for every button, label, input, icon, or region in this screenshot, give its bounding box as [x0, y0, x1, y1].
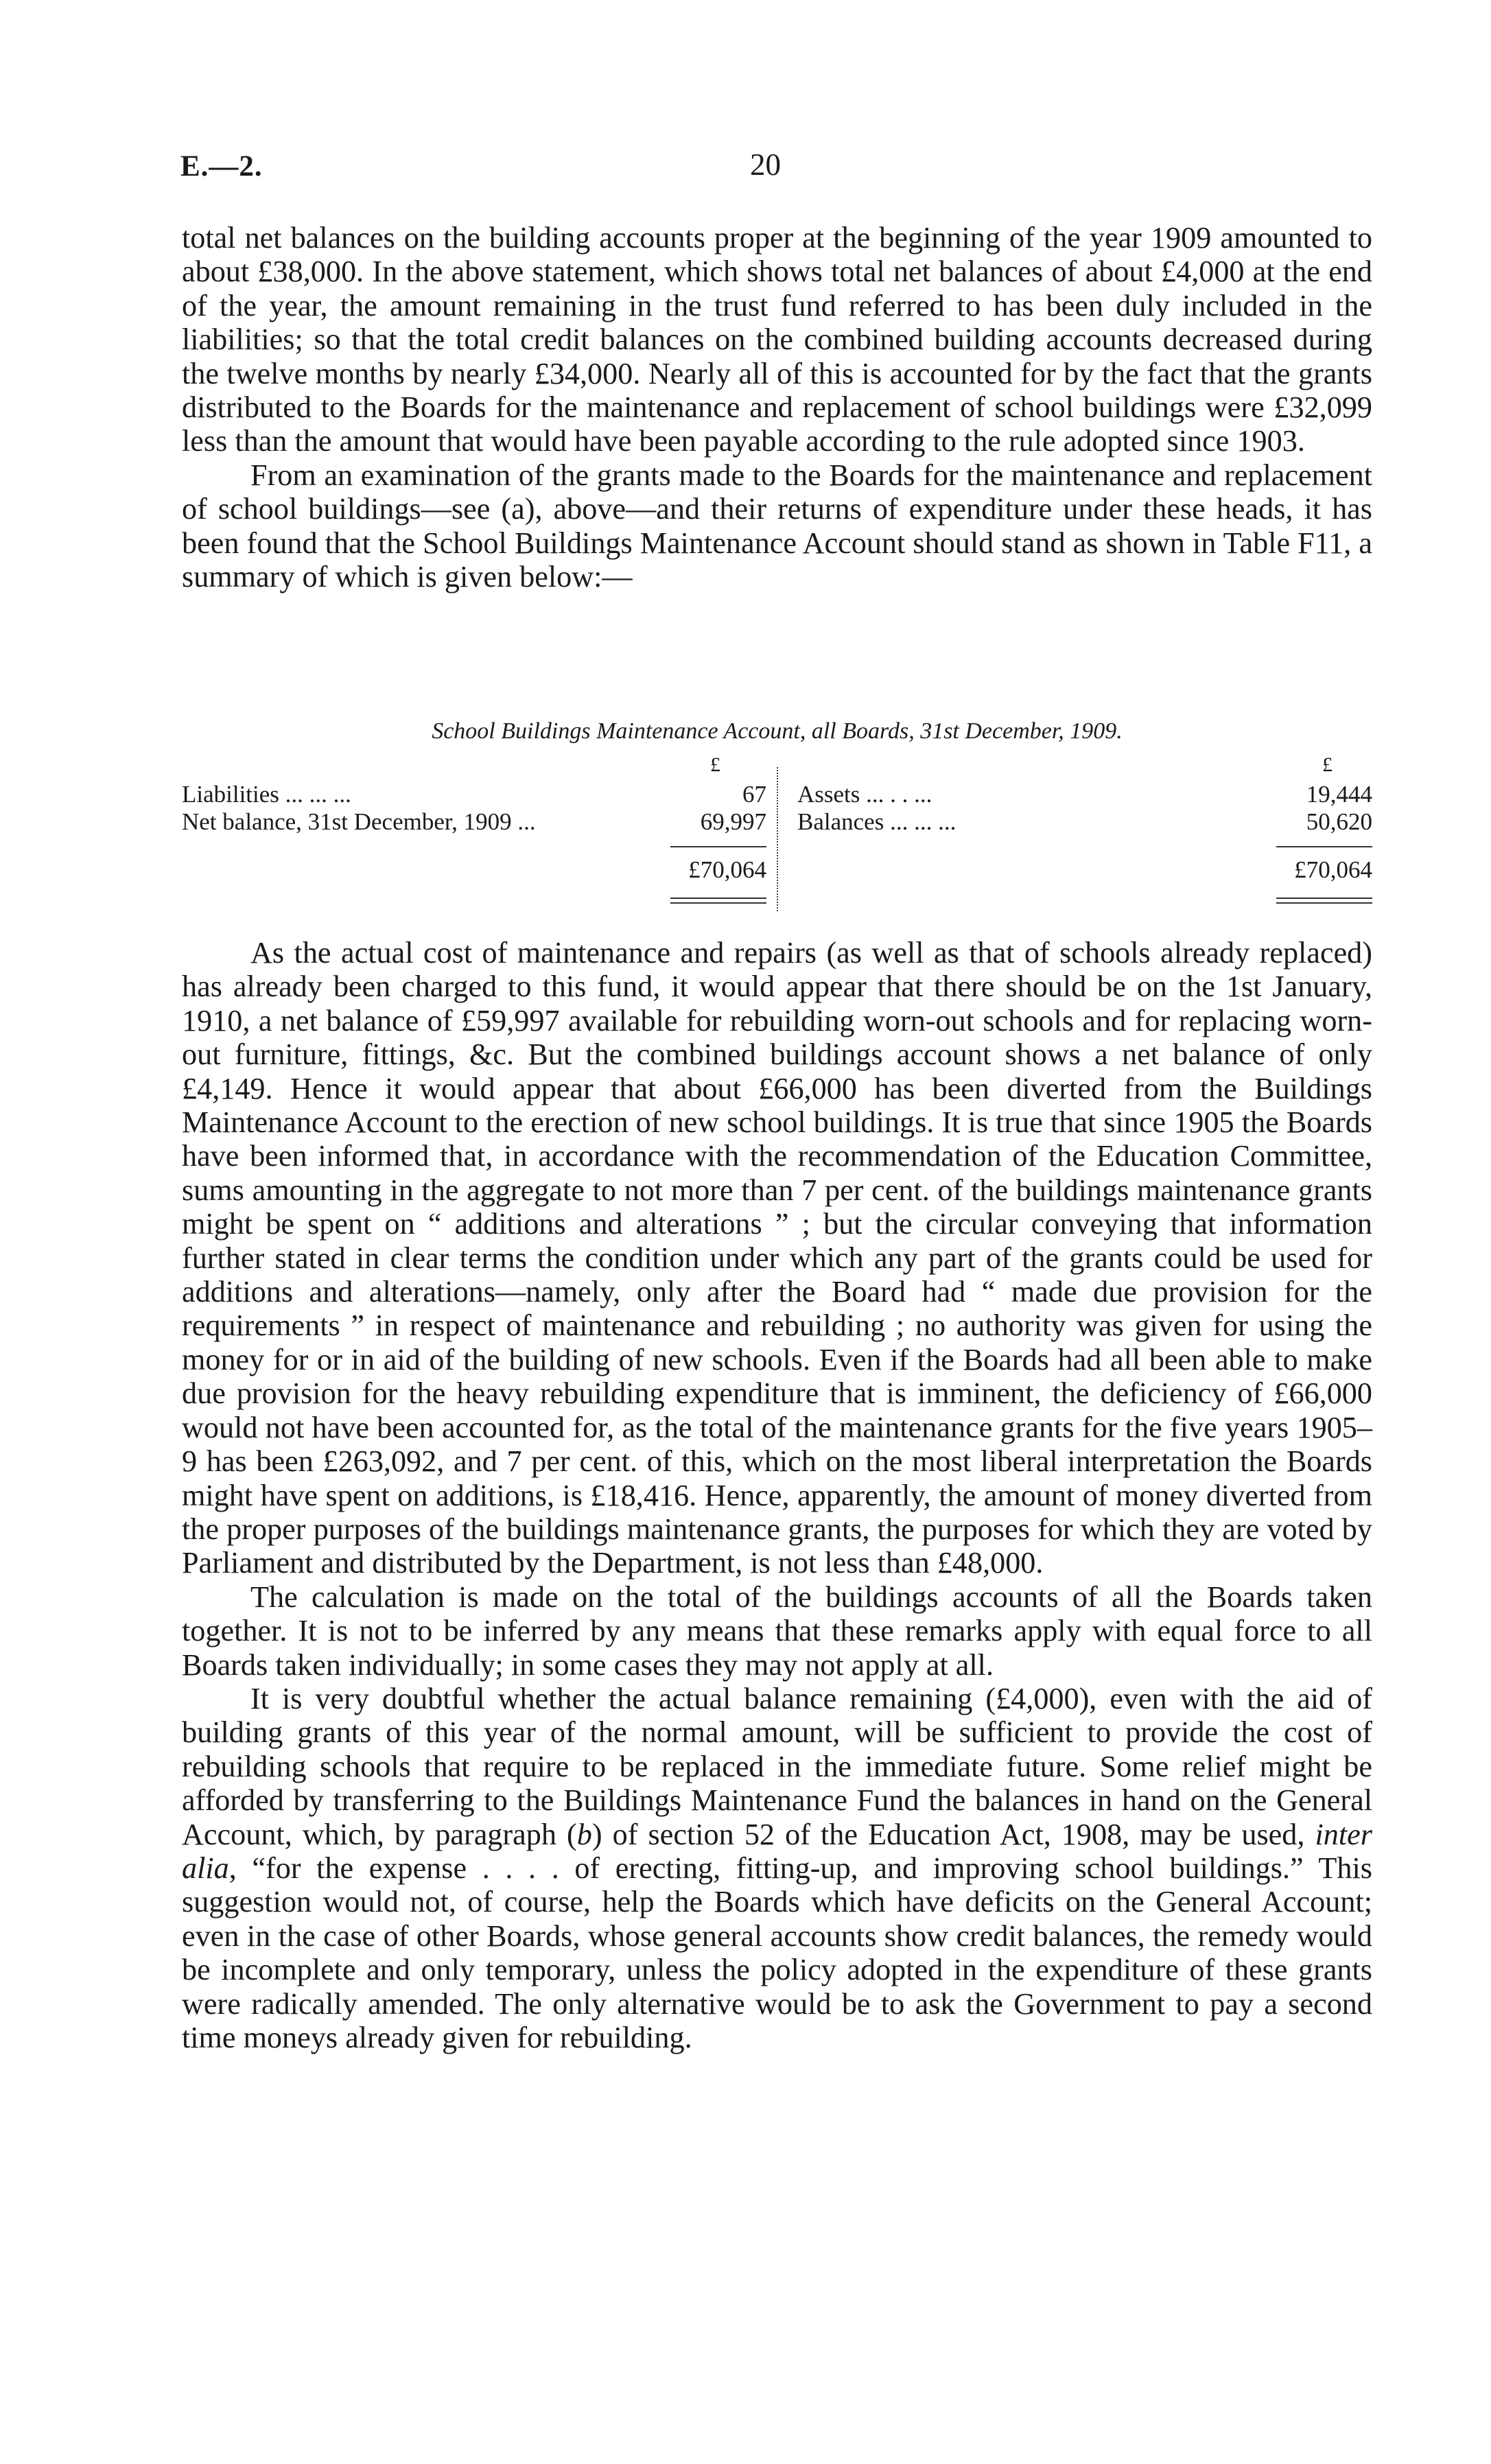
subtotal-rule-left [670, 846, 766, 847]
paragraph-5-part-3: , “for the expense . . . . of erecting, fitting-up, and improving school buildings.” This suggestion would not, of course, help the Boards which have deficits on the General Account; even in the case of other Boards, whose general accounts show credit balances, the remedy would be incomplete and only temporary, unless the policy adopted in the expenditure of these grants were radically amended. The only alternative would be to ask the Government to pay a second time moneys already given for rebuilding. [182, 1851, 1372, 2054]
paragraph-5-letter-b: b [576, 1817, 592, 1851]
paragraph-5 [182, 1682, 1372, 2054]
currency-symbol-left: £ [710, 753, 720, 776]
balances-label: Balances ... ... ... [797, 808, 956, 835]
liabilities-value: 67 [742, 781, 766, 808]
paragraph-5-part-2: ) of section 52 of the Education Act, 1908, may be used, [591, 1817, 1315, 1851]
total-double-rule-right [1276, 897, 1372, 904]
total-right: £70,064 [1294, 856, 1372, 883]
paragraph-4: The calculation is made on the total of the buildings accounts of all the Boards taken together. It is not to be inferred by any means that these remarks apply with equal force to all Boards taken individually; in some cases they may not apply at all. [182, 1580, 1372, 1682]
paragraph-2: From an examination of the grants made to the Boards for the maintenance and replacement of school buildings—see (a), above—and their returns of expenditure under these heads, it has been found that the School Buildings Maintenance Account should stand as shown in Table F11, a summary of which is given below:— [182, 458, 1372, 594]
assets-value: 19,444 [1306, 781, 1372, 808]
total-double-rule-left [670, 897, 766, 904]
paragraph-3: As the actual cost of maintenance and repairs (as well as that of schools already replaced) has already been charged to this fund, it would appear that there should be on the 1st January, 1910, a net balance of £59,997 available for rebuilding worn-out schools and for replacing worn-out furniture, fittings, &c. But the combined buildings account shows a net balance of only £4,149. Hence it would appear that about £66,000 has been diverted from the Buildings Maintenance Account to the erection of new school buildings. It is true that since 1905 the Boards have been informed that, in accordance with the recommendation of the Education Committee, sums amounting in the aggregate to not more than 7 per cent. of the buildings maintenance grants might be spent on “ additions and alterations ” ; but the circular conveying that information further stated in clear terms the condition under which any part of the grants could be used for additions and alterations—namely, only after the Board had “ made due provision for the requirements ” in respect of maintenance and rebuilding ; no authority was given for using the money for or in aid of the building of new schools. Even if the Boards had all been able to make due provision for the heavy rebuilding expenditure that is imminent, the deficiency of £66,000 would not have been accounted for, as the total of the maintenance grants for the five years 1905–9 has been £263,092, and 7 per cent. of this, which on the most liberal interpretation the Boards might have spent on additions, is £18,416. Hence, apparently, the amount of money diverted from the proper purposes of the buildings maintenance grants, the purposes for which they are voted by Parliament and distributed by the Department, is not less than £48,000. [182, 936, 1372, 1580]
account-caption: School Buildings Maintenance Account, all Boards, 31st December, 1909. [432, 718, 1123, 744]
text-block-upper [182, 221, 1372, 594]
currency-symbol-right: £ [1322, 753, 1332, 776]
paragraph-5-part-1: It is very doubtful whether the actual balance remaining (£4,000), even with the aid of building grants of this year of the normal amount, will be sufficient to provide the cost of rebuilding schools that require to be replaced in the immediate future. Some relief might be afforded by transferring to the Buildings Maintenance Fund the balances in hand on the General Account, which, by paragraph ( [182, 1681, 1372, 1851]
balances-value: 50,620 [1306, 808, 1372, 835]
page-number: 20 [750, 148, 781, 182]
document-reference: E.—2. [180, 150, 263, 183]
subtotal-rule-right [1276, 846, 1372, 847]
total-left: £70,064 [688, 856, 766, 883]
paragraph-1: total net balances on the building accounts proper at the beginning of the year 1909 amounted to about £38,000. In the above statement, which shows total net balances of about £4,000 at the end of the year, the amount remaining in the trust fund referred to has been duly included in the liabilities; so that the total credit balances on the combined building accounts decreased during the twelve months by nearly £34,000. Nearly all of this is accounted for by the fact that the grants distributed to the Boards for the maintenance and replacement of school buildings were £32,099 less than the amount that would have been payable according to the rule adopted since 1903. [182, 221, 1372, 458]
text-block-lower [182, 936, 1372, 2054]
paragraph-5-inter-alia: inter alia [182, 1817, 1372, 1885]
account-statement [182, 753, 1372, 918]
assets-label: Assets ... . . ... [797, 781, 932, 808]
net-balance-label: Net balance, 31st December, 1909 ... [182, 808, 536, 835]
net-balance-value: 69,997 [700, 808, 766, 835]
liabilities-label: Liabilities ... ... ... [182, 781, 351, 808]
column-separator [777, 767, 778, 911]
